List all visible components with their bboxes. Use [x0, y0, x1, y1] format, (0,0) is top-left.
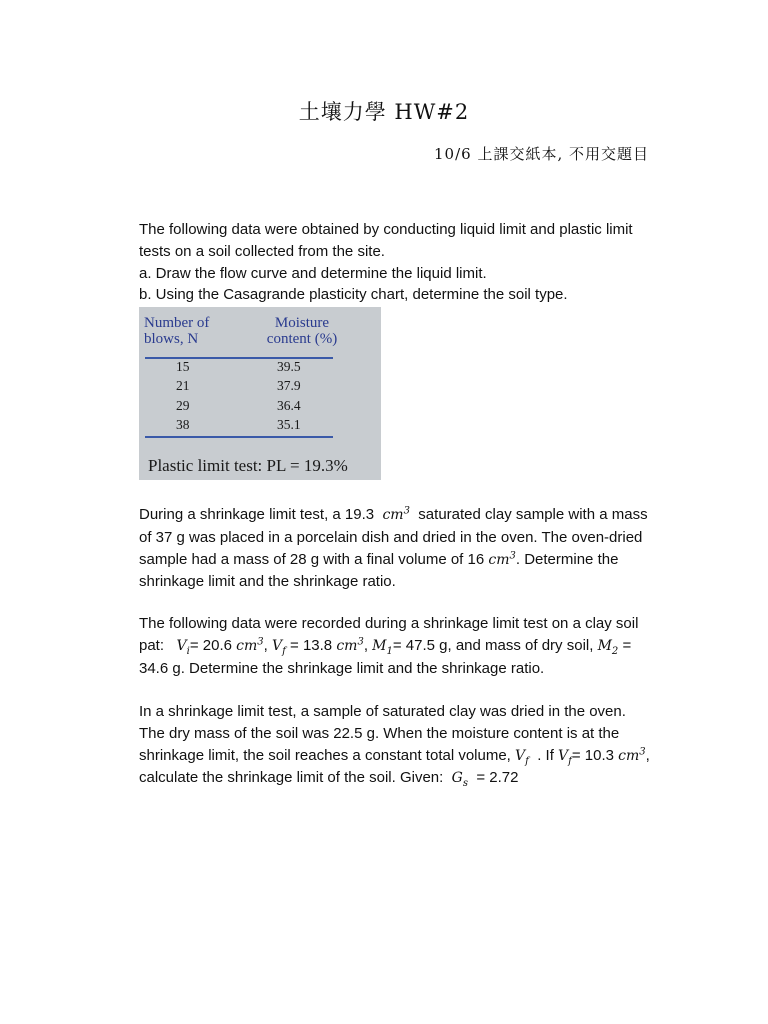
- problem-1-part-a: a. Draw the flow curve and determine the liquid limit.: [139, 264, 487, 282]
- plastic-limit-note: Plastic limit test: PL = 19.3%: [148, 456, 348, 475]
- submission-note: 10/6 上課交紙本, 不用交題目: [434, 145, 649, 163]
- problem-3: [139, 613, 654, 679]
- liquid-limit-data-table: Number of blows, N Moisture content (%) 15 39.5 21 37.9 29 36.4 38 35.1 Plastic limit test: PL = 19.3%: [139, 307, 381, 480]
- problem-2: [139, 504, 654, 593]
- page-title: 土壤力學 HW#2: [298, 100, 470, 124]
- problem-4: [139, 701, 654, 790]
- table-header-moisture: Moisture content (%): [266, 315, 338, 347]
- table-rule-bottom: [145, 436, 333, 438]
- problem-1-part-b: b. Using the Casagrande plasticity chart, determine the soil type.: [139, 286, 568, 304]
- problem-2-text: During a shrinkage limit test, a 19.3 $cm^3$ saturated clay sample with a mass of 37 g was placed in a porcelain dish and dried in the oven. The oven-dried sample had a mass of 28 g with a final volume of 16 $cm^3$. Determine the shrinkage limit and the shrinkage ratio.: [139, 505, 648, 591]
- problem-3-text: The following data were recorded during a shrinkage limit test on a clay soil pat: $V_i= 20.6$ $cm^3$, $V_f = 13.8$ $cm^3$, $M_1= 47.5$ g, and mass of dry soil, $M_2 = 34.6$ g. Determine the shrinkage limit and the shrinkage ratio.: [139, 615, 639, 677]
- problem-1: [139, 219, 654, 306]
- problem-4-text: In a shrinkage limit test, a sample of saturated clay was dried in the oven. The dry mass of the soil was 22.5 g. When the moisture content is at the shrinkage limit, the soil reaches a constant total volume, $V_f$ . If $V_f= 10.3$ $cm^3$, calculate the shrinkage limit of the soil. Given: $G_s = 2.72$: [139, 703, 650, 790]
- table-rule-top: [145, 357, 333, 359]
- table-header-blows: Number of blows, N: [144, 315, 210, 347]
- problem-1-intro: The following data were obtained by conducting liquid limit and plastic limit tests on a soil collected from the site.: [139, 221, 633, 260]
